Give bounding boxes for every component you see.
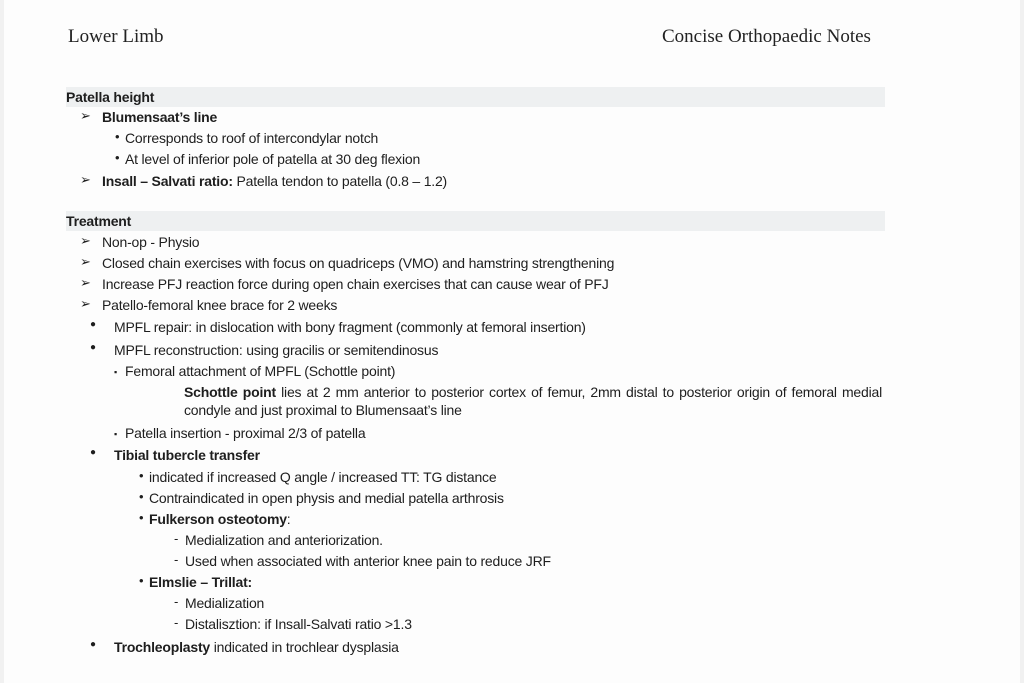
dash-bullet-icon: - <box>174 531 179 546</box>
section-band-treatment <box>66 211 885 231</box>
arrow-bullet-icon: ➢ <box>80 296 91 311</box>
document-page <box>4 0 1020 683</box>
femoral-attachment-item: Femoral attachment of MPFL (Schottle point) <box>125 363 396 379</box>
elmslie-trillat-label: Elmslie – Trillat: <box>149 574 252 590</box>
list-item: At level of inferior pole of patella at 30 deg flexion <box>125 151 421 167</box>
section-title-patella-height: Patella height <box>66 89 155 105</box>
tibial-tubercle-transfer-label: Tibial tubercle transfer <box>114 447 260 463</box>
patella-insertion-item: Patella insertion - proximal 2/3 of patella <box>125 425 366 441</box>
list-item: Used when associated with anterior knee pain to reduce JRF <box>185 553 551 569</box>
running-header-left: Lower Limb <box>68 26 164 47</box>
list-item: Closed chain exercises with focus on quadriceps (VMO) and hamstring strengthening <box>102 255 615 271</box>
insall-salvati-item <box>102 172 447 190</box>
arrow-bullet-icon: ➢ <box>80 172 91 187</box>
square-dash-icon: ▪ <box>114 429 118 439</box>
arrow-bullet-icon: ➢ <box>80 275 91 290</box>
blumensaat-label: Blumensaat’s line <box>102 109 218 125</box>
running-header-right: Concise Orthopaedic Notes <box>662 26 871 47</box>
round-bullet-icon: ● <box>90 447 97 458</box>
list-item: Patello-femoral knee brace for 2 weeks <box>102 297 338 313</box>
arrow-bullet-icon: ➢ <box>80 233 91 248</box>
round-bullet-icon: ● <box>90 319 97 330</box>
section-band-patella-height <box>66 87 885 107</box>
list-item: Medialization and anteriorization. <box>185 532 383 548</box>
dot-bullet-icon: • <box>139 489 144 504</box>
mpfl-reconstruction-item: MPFL reconstruction: using gracilis or semitendinosus <box>114 342 439 358</box>
mpfl-repair-item: MPFL repair: in dislocation with bony fragment (commonly at femoral insertion) <box>114 319 586 335</box>
insall-text: Patella tendon to patella (0.8 – 1.2) <box>232 173 448 189</box>
list-item: Medialization <box>185 595 265 611</box>
list-item: Non-op - Physio <box>102 234 200 250</box>
section-title-treatment: Treatment <box>66 213 132 229</box>
dot-bullet-icon: • <box>139 510 144 525</box>
dash-bullet-icon: - <box>174 615 179 630</box>
list-item: Corresponds to roof of intercondylar notch <box>125 130 379 146</box>
list-item: Distalisztion: if Insall-Salvati ratio >1.3 <box>185 616 412 632</box>
dot-bullet-icon: • <box>139 468 144 483</box>
dash-bullet-icon: - <box>174 552 179 567</box>
fulkerson-colon: : <box>286 511 291 527</box>
round-bullet-icon: ● <box>90 342 97 353</box>
dot-bullet-icon: • <box>115 150 120 165</box>
schottle-text: lies at 2 mm anterior to posterior cortex of femur, 2mm distal to posterior origin of femoral medial condyle and just proximal to Blumensaat’s line <box>184 384 883 418</box>
round-bullet-icon: ● <box>90 639 97 650</box>
insall-label: Insall – Salvati ratio: <box>102 173 233 189</box>
schottle-label: Schottle point <box>184 384 276 400</box>
arrow-bullet-icon: ➢ <box>80 254 91 269</box>
dot-bullet-icon: • <box>115 129 120 144</box>
list-item: indicated if increased Q angle / increased TT: TG distance <box>149 469 497 485</box>
arrow-bullet-icon: ➢ <box>80 108 91 123</box>
trochleoplasty-item <box>114 638 399 656</box>
trochleoplasty-text: indicated in trochlear dysplasia <box>210 639 399 655</box>
list-item: Contraindicated in open physis and medial patella arthrosis <box>149 490 504 506</box>
trochleoplasty-label: Trochleoplasty <box>114 639 211 655</box>
square-dash-icon: ▪ <box>114 367 118 377</box>
schottle-point-paragraph <box>184 383 882 419</box>
list-item: Increase PFJ reaction force during open chain exercises that can cause wear of PFJ <box>102 276 609 292</box>
dash-bullet-icon: - <box>174 594 179 609</box>
dot-bullet-icon: • <box>139 573 144 588</box>
fulkerson-item <box>149 510 290 528</box>
fulkerson-label: Fulkerson osteotomy <box>149 511 287 527</box>
